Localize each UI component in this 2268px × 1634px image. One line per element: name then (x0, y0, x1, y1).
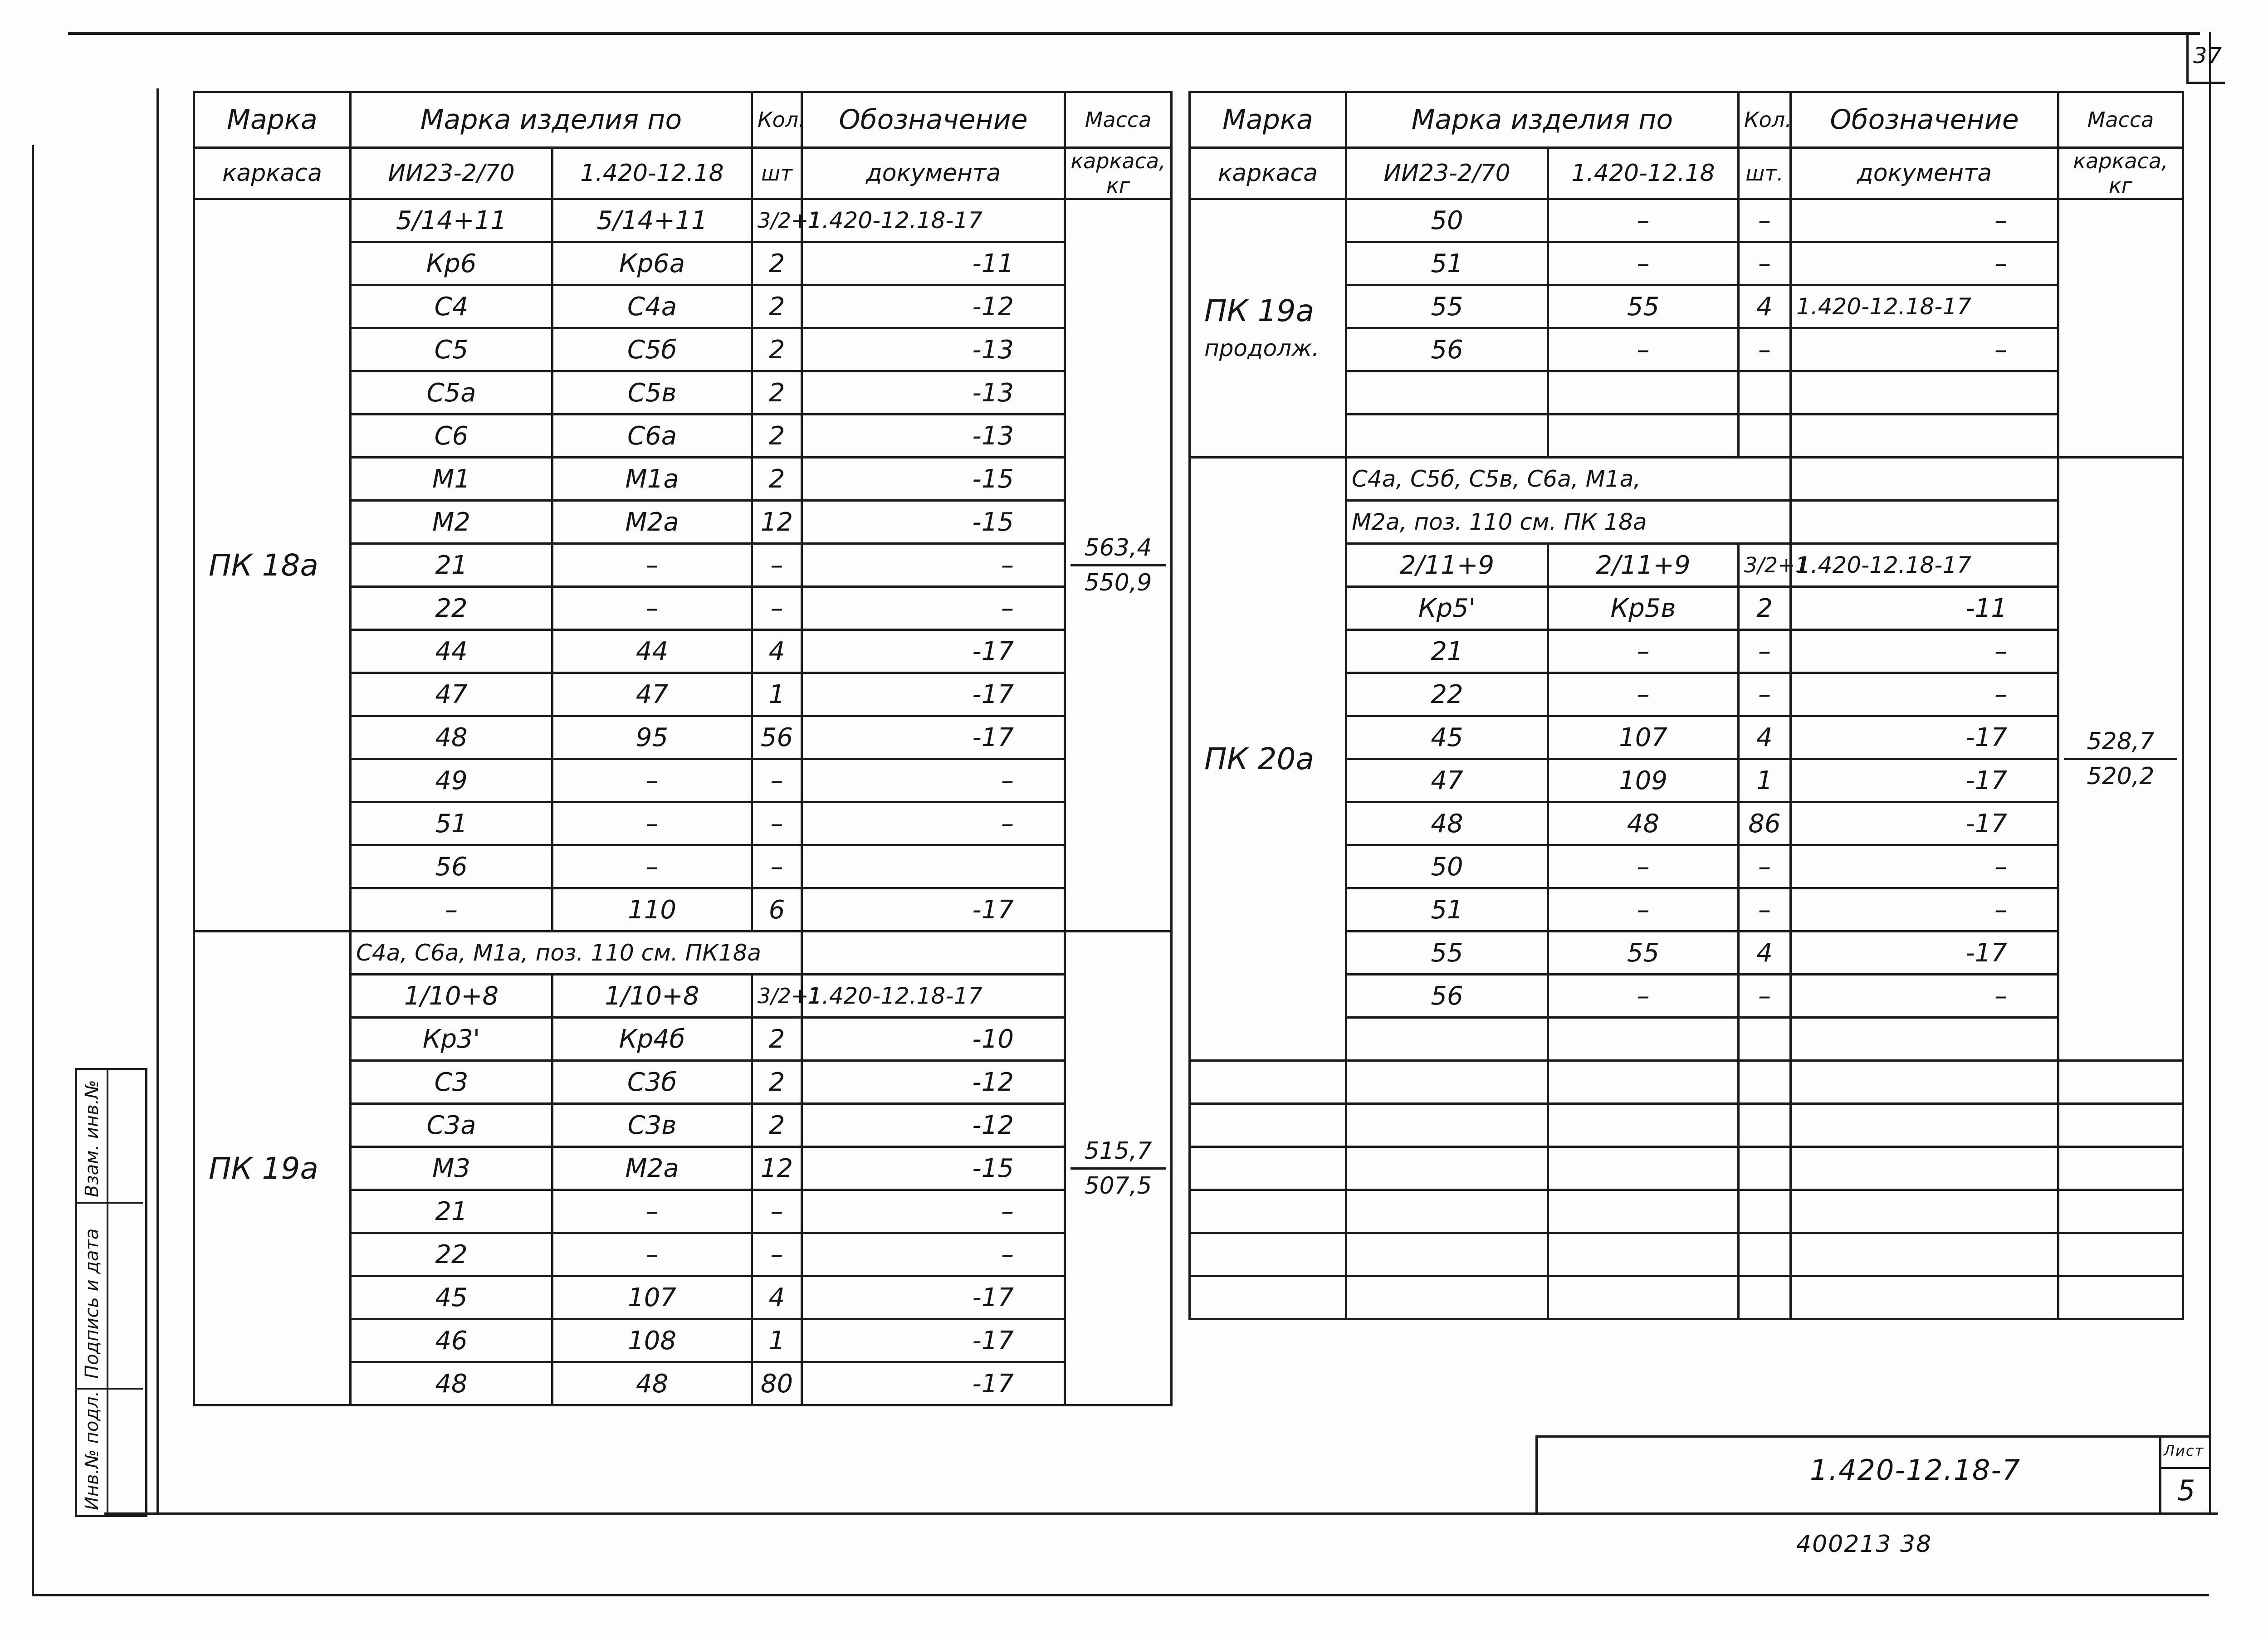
cell: 4 (1739, 716, 1791, 759)
cell (1739, 371, 1791, 415)
cell: 49 (351, 759, 552, 802)
cell: 4 (1739, 932, 1791, 975)
cell: -10 (802, 1018, 1065, 1061)
cell: 50 (1346, 199, 1548, 242)
header-doc: Обозначение (1791, 92, 2058, 148)
cell (1190, 1233, 1346, 1276)
cell: 45 (351, 1276, 552, 1319)
header-qty-2: шт (752, 148, 802, 199)
cell: Кр5' (1346, 587, 1548, 630)
header-product: Марка изделия по (1346, 92, 1739, 148)
cell (1190, 1104, 1346, 1147)
cell: – (752, 802, 802, 845)
mass-pk19a-cont (2058, 199, 2183, 458)
cell: – (1791, 630, 2058, 673)
margin-strip-divider-v (107, 1068, 108, 1512)
cell: 3/2+1 (1739, 544, 1791, 587)
cell: – (552, 587, 752, 630)
cell: -17 (802, 1362, 1065, 1405)
cell: 51 (351, 802, 552, 845)
margin-strip-divider-h2 (75, 1388, 143, 1390)
cell (2058, 1061, 2183, 1104)
cell: – (1791, 975, 2058, 1018)
left-border (32, 145, 34, 1596)
cell: – (802, 1233, 1065, 1276)
cell: -17 (1791, 932, 2058, 975)
sheet-number: 5 (2177, 1474, 2196, 1507)
cell (1548, 1190, 1739, 1233)
cell (1791, 458, 2058, 501)
cell: – (1791, 242, 2058, 285)
header-qty-2: шт. (1739, 148, 1791, 199)
cell (1190, 1190, 1346, 1233)
cell (1346, 1276, 1548, 1319)
title-block-divider (2159, 1435, 2161, 1512)
document-designation: 1.420-12.18-7 (1810, 1454, 2021, 1487)
table-row (1190, 1061, 2183, 1104)
cell: 44 (552, 630, 752, 673)
cell: – (1548, 242, 1739, 285)
bottom-border (32, 1594, 2209, 1596)
cell: 1.420-12.18-17 (1791, 285, 2058, 328)
cell: – (802, 1190, 1065, 1233)
cell: М2а (552, 501, 752, 544)
cell (802, 845, 1065, 888)
cell: 2/11+9 (1346, 544, 1548, 587)
cell: 50 (1346, 845, 1548, 888)
cell (1739, 1190, 1791, 1233)
cell: 21 (1346, 630, 1548, 673)
note-pk20a-2: М2а, поз. 110 см. ПК 18а (1346, 501, 1791, 544)
title-block-sheet-divider (2159, 1467, 2209, 1469)
cell: 48 (351, 716, 552, 759)
cell: 6 (752, 888, 802, 932)
cell: – (1791, 328, 2058, 371)
cell: 44 (351, 630, 552, 673)
cell: – (552, 1190, 752, 1233)
cell: Кр4б (552, 1018, 752, 1061)
cell: – (1739, 199, 1791, 242)
inner-left-line (156, 88, 159, 1515)
mass-pk18a: 563,4 550,9 (1065, 199, 1172, 932)
cell: 80 (752, 1362, 802, 1405)
cell (1548, 415, 1739, 458)
cell: 1.420-12.18-17 (1791, 544, 2058, 587)
cell: – (1548, 630, 1739, 673)
cell (1739, 1233, 1791, 1276)
cell: С6 (351, 415, 552, 458)
cell: 56 (1346, 975, 1548, 1018)
cell: 4 (1739, 285, 1791, 328)
header-product: Марка изделия по (351, 92, 752, 148)
cell (1548, 1233, 1739, 1276)
cell: С4а (552, 285, 752, 328)
cell (1739, 1104, 1791, 1147)
cell: М2 (351, 501, 552, 544)
cell: 21 (351, 1190, 552, 1233)
mark-pk19a: ПК 19а (194, 932, 351, 1405)
cell: – (802, 802, 1065, 845)
cell: – (552, 802, 752, 845)
cell: 2 (752, 285, 802, 328)
cell (1548, 371, 1739, 415)
cell (1791, 1276, 2058, 1319)
cell: С4 (351, 285, 552, 328)
cell: 56 (1346, 328, 1548, 371)
cell: -17 (802, 673, 1065, 716)
cell: С5в (552, 371, 752, 415)
header-mark-2: каркаса (194, 148, 351, 199)
cell: – (752, 845, 802, 888)
cell: – (1739, 242, 1791, 285)
header-mass: Масса (2058, 92, 2183, 148)
cell: – (752, 759, 802, 802)
cell: – (802, 759, 1065, 802)
note-pk20a-1: С4а, С5б, С5в, С6а, М1а, (1346, 458, 1791, 501)
header-product-col1: ИИ23-2/70 (1346, 148, 1548, 199)
margin-strip-divider-h1 (75, 1202, 143, 1204)
cell (1548, 1018, 1739, 1061)
cell: 2 (752, 1018, 802, 1061)
cell: -17 (802, 630, 1065, 673)
cell (1791, 501, 2058, 544)
cell: 48 (351, 1362, 552, 1405)
cell: 108 (552, 1319, 752, 1362)
cell: 1.420-12.18-17 (802, 975, 1065, 1018)
cell: -12 (802, 1061, 1065, 1104)
cell: 12 (752, 1147, 802, 1190)
cell: 55 (1548, 285, 1739, 328)
header-qty: Кол. (752, 92, 802, 148)
cell (1190, 1147, 1346, 1190)
cell: М1а (552, 458, 752, 501)
cell (2058, 1276, 2183, 1319)
mark-pk18a: ПК 18а (194, 199, 351, 932)
cell: 1 (1739, 759, 1791, 802)
cell: – (802, 544, 1065, 587)
cell: – (1548, 845, 1739, 888)
cell: – (1548, 328, 1739, 371)
cell: 47 (351, 673, 552, 716)
cell: 56 (351, 845, 552, 888)
right-spec-table (1188, 91, 2184, 1320)
cell: С3б (552, 1061, 752, 1104)
cell (1346, 1018, 1548, 1061)
cell: – (1548, 975, 1739, 1018)
cell: 22 (351, 1233, 552, 1276)
cell: – (1548, 673, 1739, 716)
cell: 1 (752, 673, 802, 716)
cell: 2 (752, 371, 802, 415)
cell (1190, 1061, 1346, 1104)
cell: 1/10+8 (351, 975, 552, 1018)
cell: -12 (802, 1104, 1065, 1147)
cell: – (1791, 199, 2058, 242)
cell: 86 (1739, 802, 1791, 845)
header-mass-2: каркаса, кг (1065, 148, 1172, 199)
cell: 3/2+1 (752, 975, 802, 1018)
cell: М3 (351, 1147, 552, 1190)
cell: 1 (752, 1319, 802, 1362)
cell (1791, 1018, 2058, 1061)
header-product-col2: 1.420-12.18 (1548, 148, 1739, 199)
cell: М2а (552, 1147, 752, 1190)
cell: 2 (752, 458, 802, 501)
cell: 22 (1346, 673, 1548, 716)
mass-pk19a: 515,7 507,5 (1065, 932, 1172, 1405)
left-spec-table (193, 91, 1173, 1406)
cell: – (752, 544, 802, 587)
cell: 107 (552, 1276, 752, 1319)
cell: -11 (802, 242, 1065, 285)
header-product-col1: ИИ23-2/70 (351, 148, 552, 199)
table-row (1190, 1147, 2183, 1190)
cell: -17 (802, 888, 1065, 932)
cell (2058, 1147, 2183, 1190)
cell (2058, 1233, 2183, 1276)
cell: -17 (1791, 716, 2058, 759)
cell: 4 (752, 630, 802, 673)
cell: – (1791, 888, 2058, 932)
cell: 12 (752, 501, 802, 544)
cell: М1 (351, 458, 552, 501)
cell: 48 (1548, 802, 1739, 845)
cell (1548, 1276, 1739, 1319)
cell: -17 (802, 716, 1065, 759)
cell: -13 (802, 415, 1065, 458)
cell (1739, 1018, 1791, 1061)
cell: 51 (1346, 242, 1548, 285)
cell: 5/14+11 (552, 199, 752, 242)
cell: Кр6а (552, 242, 752, 285)
cell: 3/2+1 (752, 199, 802, 242)
cell: 47 (1346, 759, 1548, 802)
cell: Кр5в (1548, 587, 1739, 630)
cell: – (752, 1190, 802, 1233)
cell: 22 (351, 587, 552, 630)
table-row (1190, 458, 2183, 501)
table-row (1190, 1233, 2183, 1276)
cell: – (802, 587, 1065, 630)
table-row (1190, 1104, 2183, 1147)
cell: -13 (802, 371, 1065, 415)
cell: – (1739, 845, 1791, 888)
sheet-label: Лист (2164, 1442, 2204, 1459)
cell: – (552, 544, 752, 587)
cell: 56 (752, 716, 802, 759)
cell: – (1739, 975, 1791, 1018)
cell (1346, 1233, 1548, 1276)
cell: – (351, 888, 552, 932)
cell: 2 (752, 1104, 802, 1147)
header-doc-2: документа (802, 148, 1065, 199)
cell (1791, 1147, 2058, 1190)
table-row (194, 199, 1172, 242)
cell: – (1548, 888, 1739, 932)
cell: – (1739, 328, 1791, 371)
cell: С5а (351, 371, 552, 415)
cell: Кр3' (351, 1018, 552, 1061)
cell (1346, 415, 1548, 458)
footer-code: 400213 38 (1796, 1531, 1932, 1558)
cell: 5/14+11 (351, 199, 552, 242)
cell (1791, 1190, 2058, 1233)
right-border (2209, 32, 2211, 1515)
cell: 2 (752, 242, 802, 285)
cell (1791, 371, 2058, 415)
page-number: 37 (2193, 43, 2223, 68)
cell: 55 (1346, 932, 1548, 975)
cell: 55 (1346, 285, 1548, 328)
cell: 1/10+8 (552, 975, 752, 1018)
cell: 2 (752, 415, 802, 458)
header-mark-2: каркаса (1190, 148, 1346, 199)
header-doc-2: документа (1791, 148, 2058, 199)
cell (1346, 1190, 1548, 1233)
cell: 55 (1548, 932, 1739, 975)
cell: – (552, 1233, 752, 1276)
cell: – (752, 1233, 802, 1276)
cell: Кр6 (351, 242, 552, 285)
cell: -11 (1791, 587, 2058, 630)
cell: -17 (802, 1319, 1065, 1362)
cell (802, 932, 1065, 975)
cell: С3 (351, 1061, 552, 1104)
mass-pk20a: 528,7 520,2 (2058, 458, 2183, 1061)
cell: 107 (1548, 716, 1739, 759)
header-mark: Марка (1190, 92, 1346, 148)
cell: – (1791, 845, 2058, 888)
header-mark: Марка (194, 92, 351, 148)
cell: -12 (802, 285, 1065, 328)
cell (1791, 1104, 2058, 1147)
cell: 46 (351, 1319, 552, 1362)
cell (1739, 1276, 1791, 1319)
cell: -15 (802, 458, 1065, 501)
margin-label-sign: Подпись и дата (82, 1228, 103, 1379)
table-row (1190, 199, 2183, 242)
table-row (1190, 1190, 2183, 1233)
cell: 2/11+9 (1548, 544, 1739, 587)
header-qty: Кол. (1739, 92, 1791, 148)
cell (1739, 1061, 1791, 1104)
cell: -15 (802, 501, 1065, 544)
cell: – (1739, 630, 1791, 673)
cell: С3а (351, 1104, 552, 1147)
cell: 95 (552, 716, 752, 759)
cell: -17 (1791, 802, 2058, 845)
cell: С3в (552, 1104, 752, 1147)
cell: – (1739, 888, 1791, 932)
top-border (68, 32, 2200, 35)
cell: С5 (351, 328, 552, 371)
cell (1346, 1147, 1548, 1190)
cell (2058, 1104, 2183, 1147)
cell: 1.420-12.18-17 (802, 199, 1065, 242)
header-mass-2: каркаса, кг (2058, 148, 2183, 199)
header-mass: Масса (1065, 92, 1172, 148)
cell (1739, 1147, 1791, 1190)
cell (1346, 1061, 1548, 1104)
table-row (194, 932, 1172, 975)
cell (1346, 1104, 1548, 1147)
cell: С5б (552, 328, 752, 371)
cell: -17 (802, 1276, 1065, 1319)
cell: 45 (1346, 716, 1548, 759)
cell: 47 (552, 673, 752, 716)
mark-pk20a: ПК 20а (1190, 458, 1346, 1061)
cell (1548, 1104, 1739, 1147)
cell: -13 (802, 328, 1065, 371)
cell: – (1739, 673, 1791, 716)
cell (1548, 1061, 1739, 1104)
note-pk19a: С4а, С6а, М1а, поз. 110 см. ПК18а (351, 932, 802, 975)
margin-label-replace: Взам. инв.№ (82, 1080, 103, 1197)
cell: 21 (351, 544, 552, 587)
cell (1791, 1233, 2058, 1276)
cell: – (552, 845, 752, 888)
cell: -17 (1791, 759, 2058, 802)
cell (1791, 415, 2058, 458)
header-product-col2: 1.420-12.18 (552, 148, 752, 199)
cell (2058, 1190, 2183, 1233)
cell: 51 (1346, 888, 1548, 932)
cell (1739, 415, 1791, 458)
cell: -15 (802, 1147, 1065, 1190)
cell: 48 (1346, 802, 1548, 845)
cell: – (1791, 673, 2058, 716)
cell (1791, 1061, 2058, 1104)
cell: 2 (1739, 587, 1791, 630)
cell (1548, 1147, 1739, 1190)
margin-label-inv: Инв.№ подл. (82, 1390, 103, 1510)
cell (1190, 1276, 1346, 1319)
cell: 2 (752, 1061, 802, 1104)
cell (1346, 371, 1548, 415)
header-doc: Обозначение (802, 92, 1065, 148)
mark-pk19a-cont: ПК 19а продолж. (1190, 199, 1346, 458)
cell: 109 (1548, 759, 1739, 802)
cell: 48 (552, 1362, 752, 1405)
cell: – (1548, 199, 1739, 242)
cell: 2 (752, 328, 802, 371)
cell: 4 (752, 1276, 802, 1319)
cell: 110 (552, 888, 752, 932)
table-row (1190, 1276, 2183, 1319)
cell: – (552, 759, 752, 802)
cell: С6а (552, 415, 752, 458)
cell: – (752, 587, 802, 630)
